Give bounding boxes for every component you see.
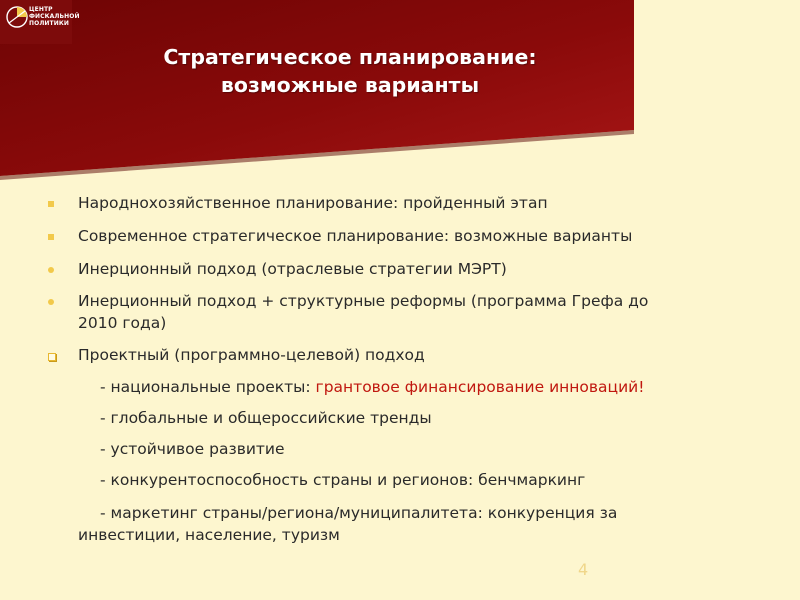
hollow-square-bullet-icon: [48, 353, 56, 361]
slide-title-line: возможные варианты: [220, 73, 480, 97]
sub-item-text: - национальные проекты:: [100, 378, 316, 396]
highlighted-text: грантовое финансирование инноваций!: [315, 378, 645, 396]
logo-line: ЦЕНТР: [29, 6, 53, 13]
square-bullet-icon: [48, 201, 54, 207]
sub-item: [78, 502, 718, 546]
square-bullet-icon: [48, 234, 54, 240]
dot-bullet-icon: [48, 299, 54, 305]
sub-item-line: инвестиции, население, туризм: [78, 526, 340, 544]
sub-item-line: - маркетинг страны/региона/муниципалитета: конкуренция за: [100, 504, 618, 522]
list-item: Современное стратегическое планирование: возможные варианты: [78, 227, 633, 245]
logo-line: ФИСКАЛЬНОЙ: [29, 13, 80, 20]
list-item: Инерционный подход (отраслевые стратегии МЭРТ): [78, 260, 507, 278]
list-item-line: 2010 года): [78, 314, 167, 332]
list-item: Проектный (программно-целевой) подход: [78, 346, 425, 364]
dot-bullet-icon: [48, 267, 54, 273]
list-item: Народнохозяйственное планирование: пройденный этап: [78, 194, 548, 212]
list-item: [78, 290, 718, 334]
sub-item: - глобальные и общероссийские тренды: [100, 409, 432, 427]
page-number: 4: [578, 560, 589, 579]
sub-item: - конкурентоспособность страны и регионов: бенчмаркинг: [100, 471, 586, 489]
logo-line: ПОЛИТИКИ: [29, 20, 69, 27]
sub-item: [78, 376, 740, 398]
sub-item: - устойчивое развитие: [100, 440, 285, 458]
slide-title-line: Стратегическое планирование:: [163, 45, 537, 69]
list-item-line: Инерционный подход + структурные реформы (программа Грефа до: [78, 292, 649, 310]
